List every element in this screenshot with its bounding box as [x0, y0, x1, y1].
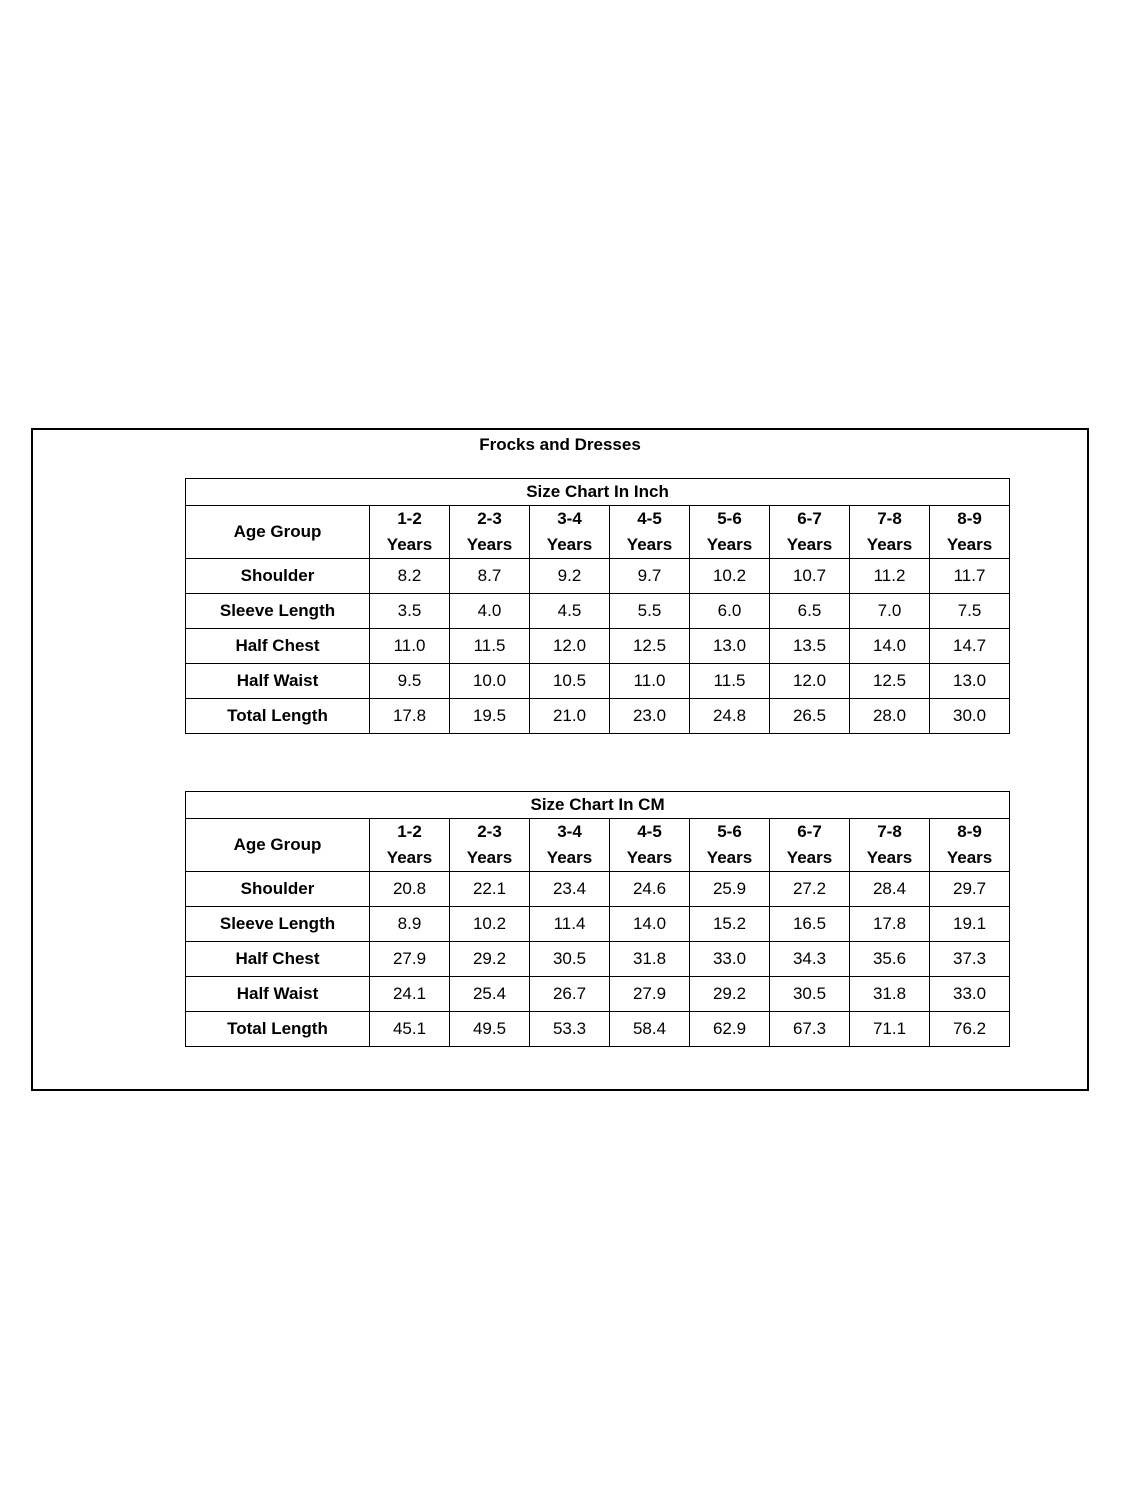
- age-column-header: [850, 506, 930, 559]
- size-chart-cm-table: [185, 791, 1010, 1047]
- measurement-cell: 26.7: [530, 977, 610, 1012]
- age-column-header: [770, 819, 850, 872]
- measurement-cell: 30.0: [930, 699, 1010, 734]
- age-range: 3-4: [557, 822, 582, 841]
- age-range: 2-3: [477, 509, 502, 528]
- measurement-cell: 6.5: [770, 594, 850, 629]
- measurement-cell: 11.0: [370, 629, 450, 664]
- measurement-cell: 33.0: [690, 942, 770, 977]
- measurement-cell: 12.0: [530, 629, 610, 664]
- age-unit: Years: [546, 848, 593, 867]
- measurement-cell: 10.0: [450, 664, 530, 699]
- age-unit: Years: [946, 535, 993, 554]
- table-row: [186, 872, 1010, 907]
- age-column-header: [450, 506, 530, 559]
- row-label: Total Length: [186, 699, 370, 734]
- measurement-cell: 16.5: [770, 907, 850, 942]
- age-unit: Years: [786, 848, 833, 867]
- measurement-cell: 24.1: [370, 977, 450, 1012]
- measurement-cell: 37.3: [930, 942, 1010, 977]
- measurement-cell: 29.2: [690, 977, 770, 1012]
- age-range: 1-2: [397, 822, 422, 841]
- measurement-cell: 4.5: [530, 594, 610, 629]
- row-label: Half Waist: [186, 664, 370, 699]
- age-column-header: [610, 506, 690, 559]
- age-range: 8-9: [957, 822, 982, 841]
- measurement-cell: 10.5: [530, 664, 610, 699]
- measurement-cell: 27.2: [770, 872, 850, 907]
- row-label: Half Chest: [186, 942, 370, 977]
- measurement-cell: 29.2: [450, 942, 530, 977]
- age-range: 6-7: [797, 822, 822, 841]
- table-row: [186, 1012, 1010, 1047]
- age-column-header: [450, 819, 530, 872]
- measurement-cell: 53.3: [530, 1012, 610, 1047]
- measurement-cell: 12.5: [850, 664, 930, 699]
- measurement-cell: 62.9: [690, 1012, 770, 1047]
- measurement-cell: 49.5: [450, 1012, 530, 1047]
- measurement-cell: 30.5: [530, 942, 610, 977]
- age-column-header: [530, 506, 610, 559]
- age-range: 4-5: [637, 509, 662, 528]
- measurement-cell: 19.5: [450, 699, 530, 734]
- measurement-cell: 45.1: [370, 1012, 450, 1047]
- measurement-cell: 6.0: [690, 594, 770, 629]
- age-range: 6-7: [797, 509, 822, 528]
- row-label: Half Waist: [186, 977, 370, 1012]
- measurement-cell: 25.9: [690, 872, 770, 907]
- size-chart-inch-table: [185, 478, 1010, 734]
- age-column-header: [690, 819, 770, 872]
- measurement-cell: 9.2: [530, 559, 610, 594]
- age-range: 1-2: [397, 509, 422, 528]
- header-row: [186, 506, 1010, 559]
- age-column-header: [930, 506, 1010, 559]
- measurement-cell: 24.8: [690, 699, 770, 734]
- measurement-cell: 11.2: [850, 559, 930, 594]
- age-unit: Years: [386, 535, 433, 554]
- age-unit: Years: [626, 848, 673, 867]
- age-range: 7-8: [877, 509, 902, 528]
- table-row: [186, 907, 1010, 942]
- measurement-cell: 31.8: [610, 942, 690, 977]
- measurement-cell: 12.5: [610, 629, 690, 664]
- measurement-cell: 71.1: [850, 1012, 930, 1047]
- measurement-cell: 8.2: [370, 559, 450, 594]
- age-range: 5-6: [717, 509, 742, 528]
- table-row: [186, 559, 1010, 594]
- age-unit: Years: [466, 535, 513, 554]
- row-label: Half Chest: [186, 629, 370, 664]
- age-column-header: [850, 819, 930, 872]
- measurement-cell: 17.8: [850, 907, 930, 942]
- age-column-header: [690, 506, 770, 559]
- measurement-cell: 58.4: [610, 1012, 690, 1047]
- measurement-cell: 10.7: [770, 559, 850, 594]
- age-unit: Years: [626, 535, 673, 554]
- age-group-header: Age Group: [186, 506, 370, 559]
- document-frame: [31, 428, 1089, 1091]
- age-unit: Years: [386, 848, 433, 867]
- table-row: [186, 664, 1010, 699]
- measurement-cell: 11.4: [530, 907, 610, 942]
- measurement-cell: 27.9: [610, 977, 690, 1012]
- table-row: [186, 594, 1010, 629]
- row-label: Sleeve Length: [186, 907, 370, 942]
- age-unit: Years: [466, 848, 513, 867]
- measurement-cell: 24.6: [610, 872, 690, 907]
- measurement-cell: 11.5: [450, 629, 530, 664]
- measurement-cell: 9.7: [610, 559, 690, 594]
- caption-row: [186, 792, 1010, 819]
- table-caption: Size Chart In CM: [186, 792, 1010, 819]
- age-column-header: [370, 819, 450, 872]
- header-row: [186, 819, 1010, 872]
- measurement-cell: 22.1: [450, 872, 530, 907]
- measurement-cell: 28.4: [850, 872, 930, 907]
- measurement-cell: 23.4: [530, 872, 610, 907]
- age-group-header: Age Group: [186, 819, 370, 872]
- age-column-header: [930, 819, 1010, 872]
- measurement-cell: 4.0: [450, 594, 530, 629]
- age-unit: Years: [866, 535, 913, 554]
- measurement-cell: 19.1: [930, 907, 1010, 942]
- measurement-cell: 34.3: [770, 942, 850, 977]
- measurement-cell: 3.5: [370, 594, 450, 629]
- age-column-header: [610, 819, 690, 872]
- measurement-cell: 27.9: [370, 942, 450, 977]
- age-column-header: [370, 506, 450, 559]
- measurement-cell: 9.5: [370, 664, 450, 699]
- age-column-header: [770, 506, 850, 559]
- measurement-cell: 14.0: [850, 629, 930, 664]
- table-row: [186, 629, 1010, 664]
- measurement-cell: 25.4: [450, 977, 530, 1012]
- table-row: [186, 699, 1010, 734]
- measurement-cell: 14.7: [930, 629, 1010, 664]
- measurement-cell: 31.8: [850, 977, 930, 1012]
- measurement-cell: 23.0: [610, 699, 690, 734]
- measurement-cell: 28.0: [850, 699, 930, 734]
- age-range: 4-5: [637, 822, 662, 841]
- age-unit: Years: [946, 848, 993, 867]
- measurement-cell: 35.6: [850, 942, 930, 977]
- row-label: Total Length: [186, 1012, 370, 1047]
- measurement-cell: 30.5: [770, 977, 850, 1012]
- age-range: 7-8: [877, 822, 902, 841]
- row-label: Sleeve Length: [186, 594, 370, 629]
- age-column-header: [530, 819, 610, 872]
- row-label: Shoulder: [186, 559, 370, 594]
- caption-row: [186, 479, 1010, 506]
- measurement-cell: 21.0: [530, 699, 610, 734]
- measurement-cell: 7.0: [850, 594, 930, 629]
- age-unit: Years: [866, 848, 913, 867]
- measurement-cell: 14.0: [610, 907, 690, 942]
- measurement-cell: 11.7: [930, 559, 1010, 594]
- measurement-cell: 13.0: [690, 629, 770, 664]
- measurement-cell: 11.0: [610, 664, 690, 699]
- document-title: Frocks and Dresses: [479, 435, 641, 454]
- measurement-cell: 17.8: [370, 699, 450, 734]
- measurement-cell: 67.3: [770, 1012, 850, 1047]
- measurement-cell: 76.2: [930, 1012, 1010, 1047]
- measurement-cell: 11.5: [690, 664, 770, 699]
- table-row: [186, 977, 1010, 1012]
- age-unit: Years: [706, 848, 753, 867]
- measurement-cell: 5.5: [610, 594, 690, 629]
- measurement-cell: 10.2: [450, 907, 530, 942]
- measurement-cell: 8.7: [450, 559, 530, 594]
- age-unit: Years: [706, 535, 753, 554]
- age-unit: Years: [786, 535, 833, 554]
- measurement-cell: 7.5: [930, 594, 1010, 629]
- age-range: 2-3: [477, 822, 502, 841]
- measurement-cell: 13.5: [770, 629, 850, 664]
- measurement-cell: 26.5: [770, 699, 850, 734]
- table-row: [186, 942, 1010, 977]
- measurement-cell: 29.7: [930, 872, 1010, 907]
- table-caption: Size Chart In Inch: [186, 479, 1010, 506]
- age-range: 3-4: [557, 509, 582, 528]
- measurement-cell: 8.9: [370, 907, 450, 942]
- measurement-cell: 33.0: [930, 977, 1010, 1012]
- measurement-cell: 12.0: [770, 664, 850, 699]
- measurement-cell: 20.8: [370, 872, 450, 907]
- measurement-cell: 10.2: [690, 559, 770, 594]
- measurement-cell: 13.0: [930, 664, 1010, 699]
- row-label: Shoulder: [186, 872, 370, 907]
- age-range: 5-6: [717, 822, 742, 841]
- age-range: 8-9: [957, 509, 982, 528]
- measurement-cell: 15.2: [690, 907, 770, 942]
- age-unit: Years: [546, 535, 593, 554]
